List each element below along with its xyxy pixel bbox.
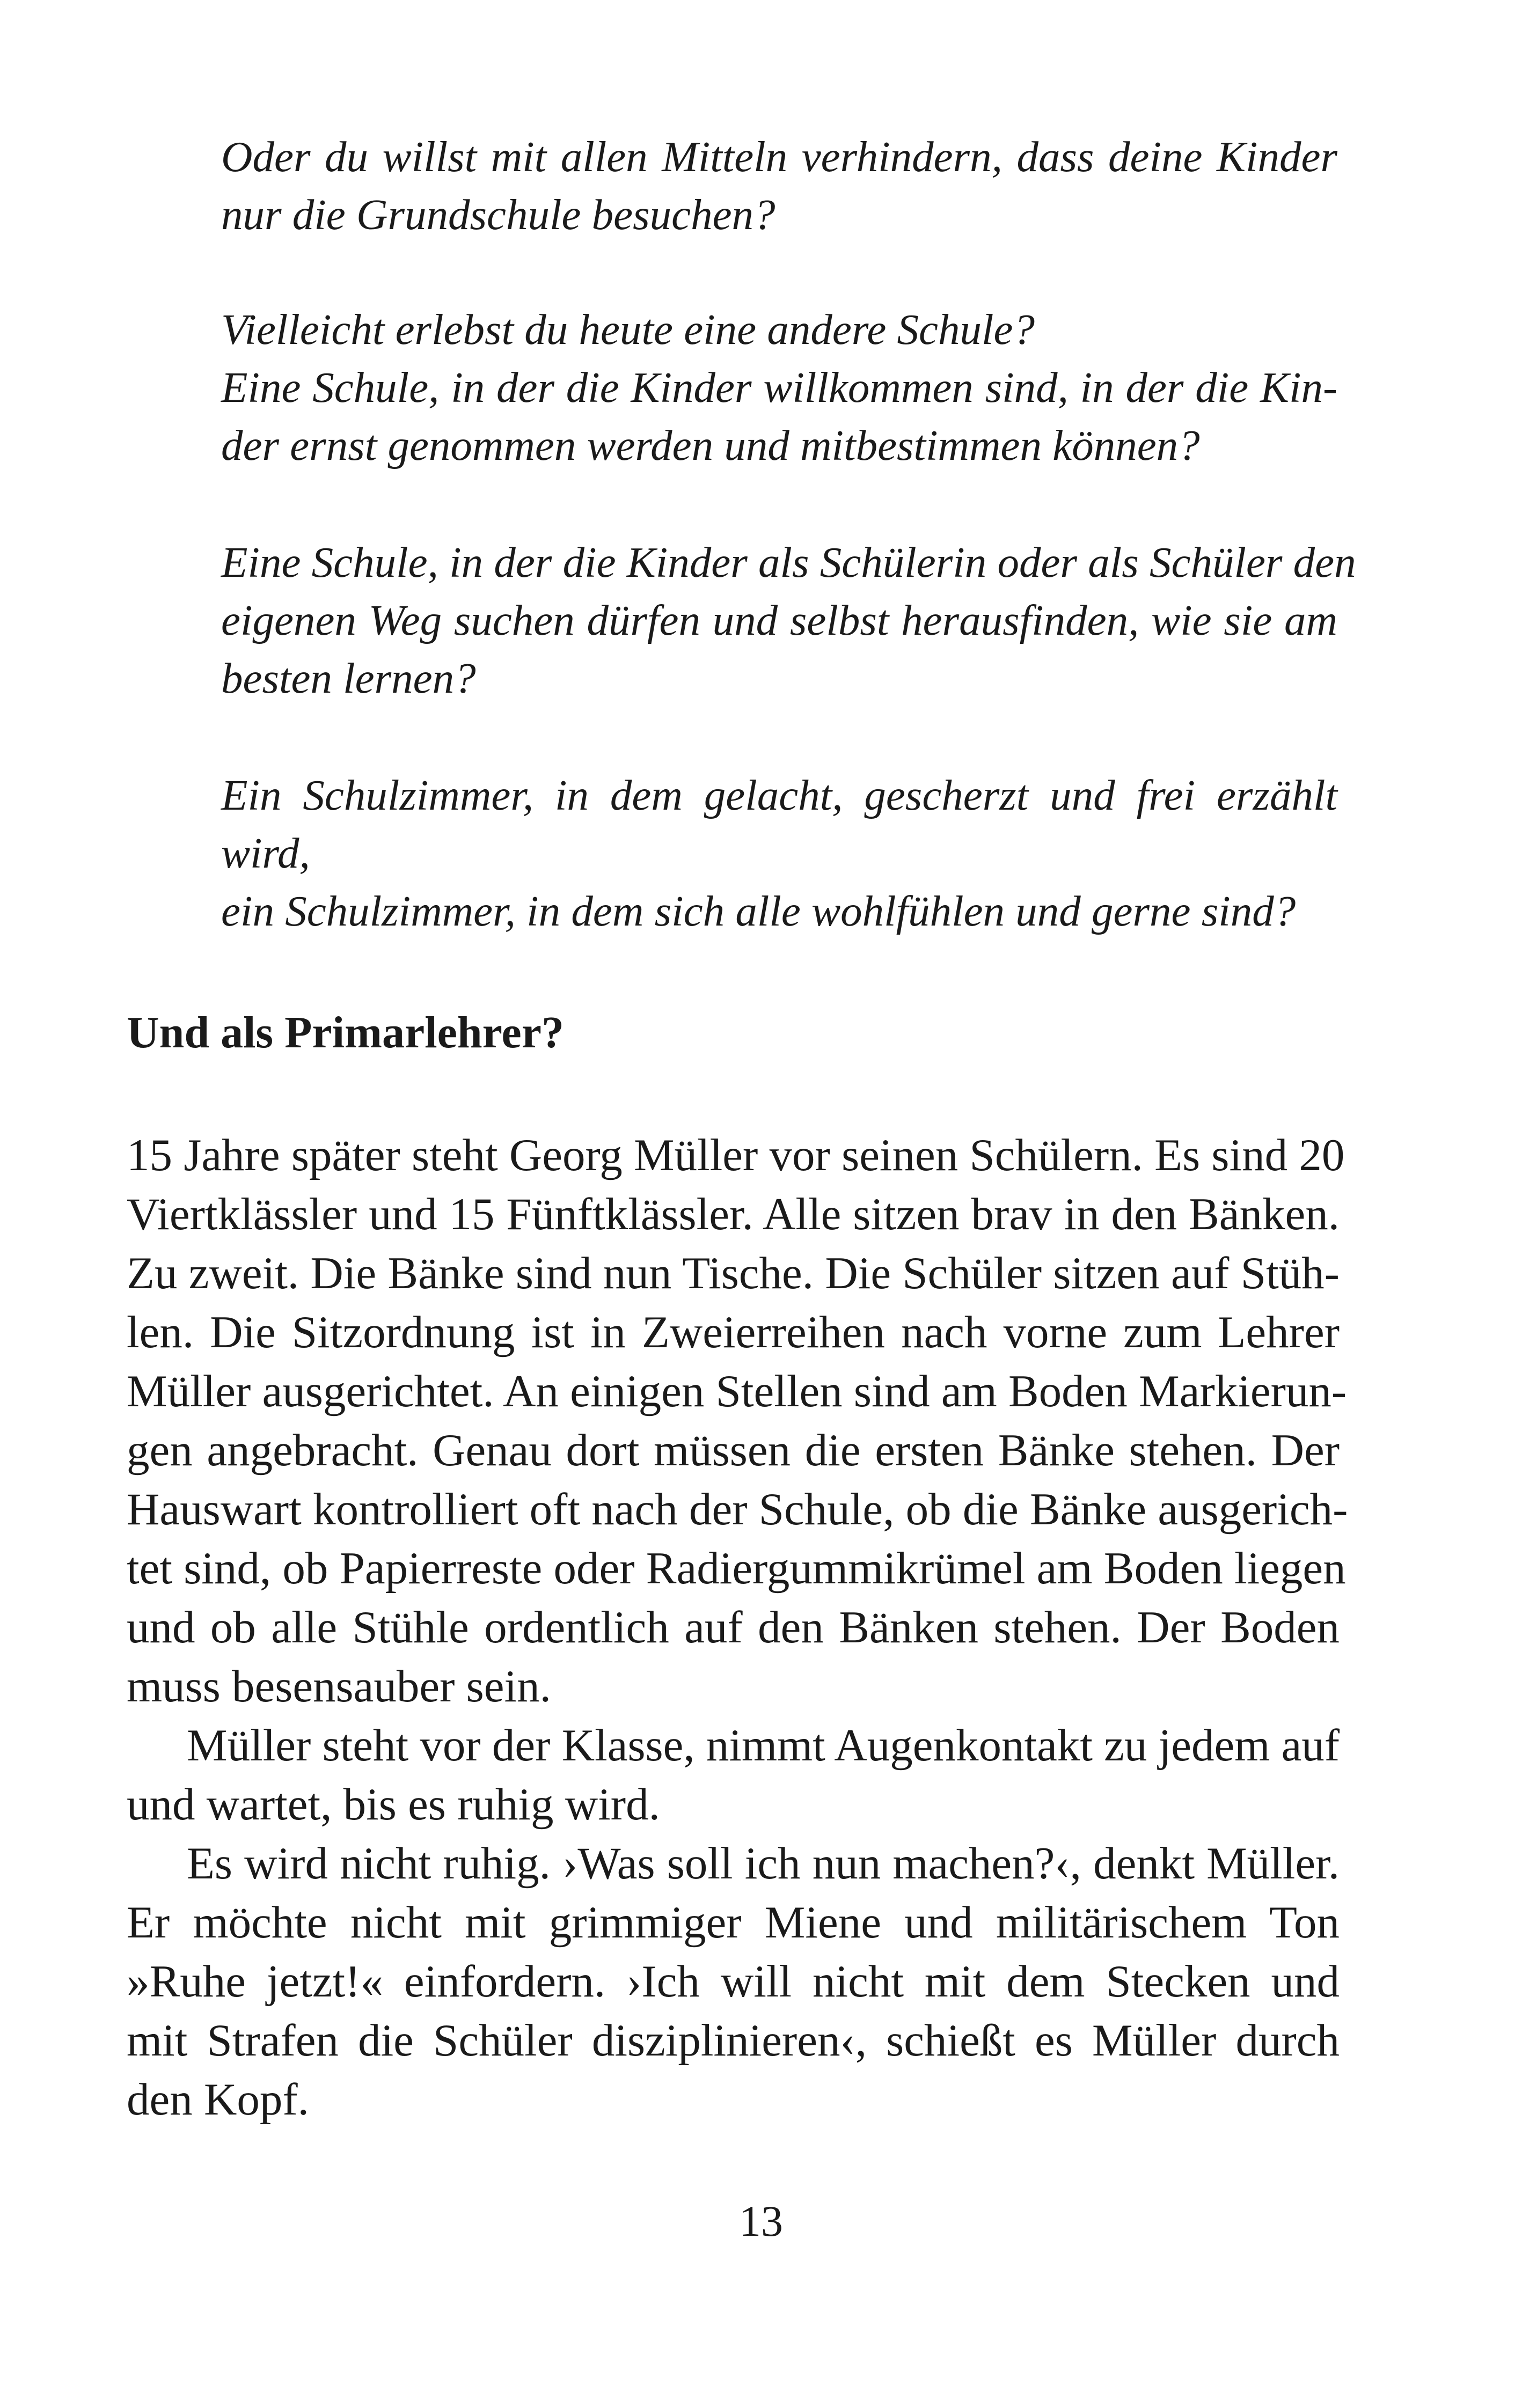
verse-line: wird,: [221, 829, 310, 877]
paragraph-line: gen angebracht. Genau dort müssen die ersten Bänke stehen. Der: [127, 1425, 1340, 1475]
verse-line: Eine Schule, in der die Kinder willkommen sind, in der die Kin-: [221, 363, 1337, 412]
section-heading: Und als Primarlehrer?: [127, 1008, 564, 1058]
verse-2: [221, 300, 1337, 474]
verse-line: der ernst genommen werden und mitbestimmen können?: [221, 421, 1200, 469]
paragraph-line: und ob alle Stühle ordentlich auf den Bänken stehen. Der Boden: [127, 1602, 1340, 1653]
verse-line: Oder du willst mit allen Mitteln verhindern, dass deine Kinder: [221, 133, 1337, 181]
verse-line: eigenen Weg suchen dürfen und selbst herausfinden, wie sie am: [221, 596, 1337, 644]
paragraph-2: [127, 1716, 1340, 1834]
verse-3: [221, 533, 1356, 707]
paragraph-line: Zu zweit. Die Bänke sind nun Tische. Die Schüler sitzen auf Stüh-: [127, 1248, 1340, 1298]
verse-line: Eine Schule, in der die Kinder als Schülerin oder als Schüler den: [221, 538, 1356, 586]
paragraph-line: Er möchte nicht mit grimmiger Miene und militärischem Ton: [127, 1897, 1340, 1948]
paragraph-line: und wartet, bis es ruhig wird.: [127, 1779, 660, 1830]
paragraph-line: Viertklässler und 15 Fünftklässler. Alle sitzen brav in den Bänken.: [127, 1189, 1340, 1239]
paragraph-line: Hauswart kontrolliert oft nach der Schule, ob die Bänke ausgerich-: [127, 1484, 1348, 1535]
paragraph-3: [127, 1834, 1340, 2129]
paragraph-line: tet sind, ob Papierreste oder Radiergummikrümel am Boden liegen: [127, 1543, 1346, 1594]
verse-line: Vielleicht erlebst du heute eine andere Schule?: [221, 305, 1035, 354]
verse-4: [221, 766, 1337, 940]
paragraph-1: [127, 1126, 1348, 1716]
paragraph-line: Es wird nicht ruhig. ›Was soll ich nun machen?‹, denkt Müller.: [187, 1838, 1340, 1889]
paragraph-line: 15 Jahre später steht Georg Müller vor seinen Schülern. Es sind 20: [127, 1130, 1345, 1180]
paragraph-line: den Kopf.: [127, 2074, 309, 2125]
paragraph-line: len. Die Sitzordnung ist in Zweierreihen nach vorne zum Lehrer: [127, 1307, 1340, 1357]
verse-line: ein Schulzimmer, in dem sich alle wohlfühlen und gerne sind?: [221, 887, 1296, 935]
paragraph-line: mit Strafen die Schüler disziplinieren‹, schießt es Müller durch: [127, 2015, 1340, 2066]
verse-line: nur die Grundschule besuchen?: [221, 190, 775, 239]
verse-1: [221, 128, 1337, 244]
paragraph-line: »Ruhe jetzt!« einfordern. ›Ich will nicht mit dem Stecken und: [127, 1956, 1340, 2007]
paragraph-line: muss besensauber sein.: [127, 1661, 551, 1712]
paragraph-line: Müller ausgerichtet. An einigen Stellen sind am Boden Markierun-: [127, 1366, 1347, 1416]
verse-line: Ein Schulzimmer, in dem gelacht, gescherzt und frei erzählt: [221, 771, 1337, 819]
paragraph-line: Müller steht vor der Klasse, nimmt Augenkontakt zu jedem auf: [187, 1720, 1340, 1771]
page-number: 13: [739, 2197, 783, 2245]
verse-line: besten lernen?: [221, 654, 476, 702]
